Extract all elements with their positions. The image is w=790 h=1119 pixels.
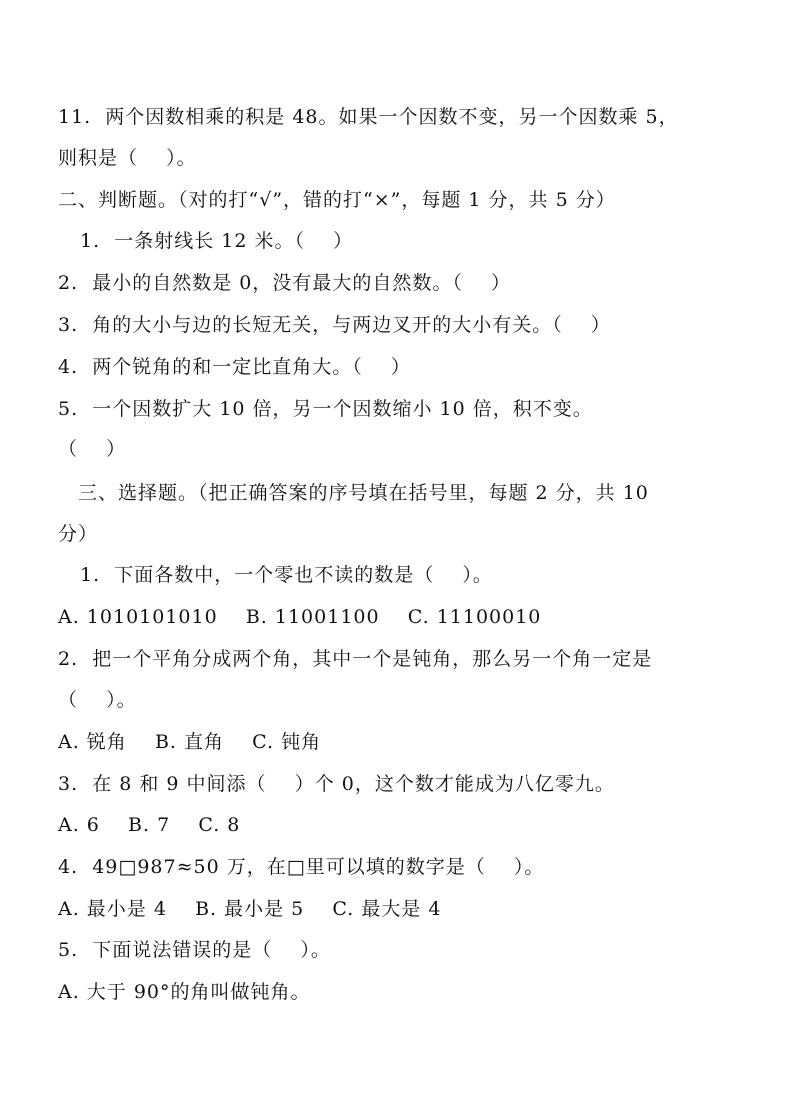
choice-question-1-options: A. 1010101010 B. 11001100 C. 11100010 <box>58 606 542 628</box>
section-3-heading-line-1: 三、选择题。（把正确答案的序号填在括号里，每题 2 分，共 10 <box>78 482 649 504</box>
judge-item-5-blank: （ ） <box>58 438 127 460</box>
judge-item-2: 2. 最小的自然数是 0，没有最大的自然数。（ ） <box>58 272 511 294</box>
section-3-heading-line-2: 分） <box>58 523 99 545</box>
choice-question-1: 1. 下面各数中，一个零也不读的数是（ ）。 <box>80 564 493 586</box>
judge-item-3: 3. 角的大小与边的长短无关，与两边叉开的大小有关。（ ） <box>58 314 611 336</box>
judge-item-5: 5. 一个因数扩大 10 倍，另一个因数缩小 10 倍，积不变。 <box>58 398 593 420</box>
section-2-heading: 二、判断题。（对的打“√”，错的打“×”，每题 1 分，共 5 分） <box>58 189 616 211</box>
choice-question-2: 2. 把一个平角分成两个角，其中一个是钝角，那么另一个角一定是 <box>58 648 653 670</box>
choice-question-4: 4. 49□987≈50 万，在□里可以填的数字是（ ）。 <box>58 856 545 878</box>
choice-question-5: 5. 下面说法错误的是（ ）。 <box>58 939 331 961</box>
judge-item-1: 1. 一条射线长 12 米。（ ） <box>80 230 354 252</box>
choice-question-3: 3. 在 8 和 9 中间添（ ）个 0，这个数才能成为八亿零九。 <box>58 773 615 795</box>
choice-question-3-options: A. 6 B. 7 C. 8 <box>58 814 241 836</box>
choice-question-2-options: A. 锐角 B. 直角 C. 钝角 <box>58 731 322 753</box>
choice-question-5-option-a: A. 大于 90°的角叫做钝角。 <box>58 981 311 1003</box>
choice-question-2-blank: （ ）。 <box>58 689 137 711</box>
choice-question-4-options: A. 最小是 4 B. 最小是 5 C. 最大是 4 <box>58 898 442 920</box>
judge-item-4: 4. 两个锐角的和一定比直角大。（ ） <box>58 356 411 378</box>
question-11-line-1: 11. 两个因数相乘的积是 48。如果一个因数不变，另一个因数乘 5， <box>58 106 679 128</box>
question-11-line-2: 则积是（ ）。 <box>58 147 197 169</box>
